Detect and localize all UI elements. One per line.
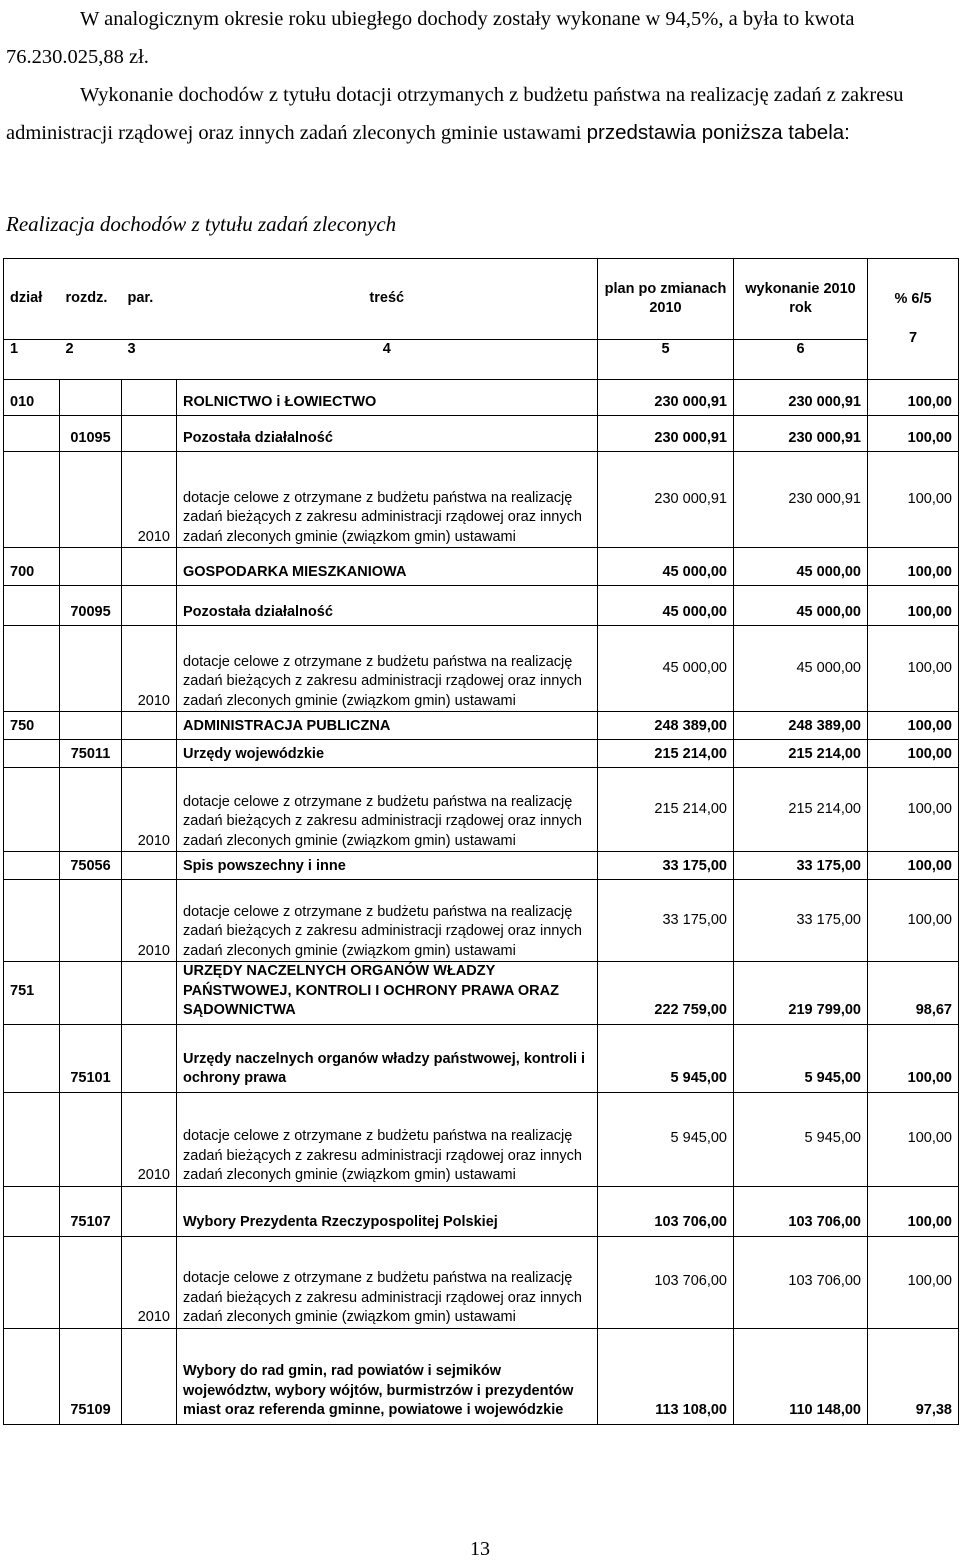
cell-dzial (4, 1236, 60, 1328)
header-pct (868, 259, 959, 380)
cell-rozdz: 70095 (60, 586, 122, 626)
cell-rozdz: 75056 (60, 852, 122, 880)
cell-pct: 100,00 (868, 712, 959, 740)
cell-rozdz (60, 452, 122, 548)
cell-rozdz (60, 380, 122, 416)
cell-tresc: Spis powszechny i inne (177, 852, 598, 880)
cell-pct: 100,00 (868, 1186, 959, 1236)
table-row (4, 1186, 959, 1236)
header-row (4, 259, 959, 340)
cell-par: 2010 (122, 880, 177, 962)
cell-wyk: 33 175,00 (734, 852, 868, 880)
header-tresc: treść (177, 259, 598, 340)
cell-dzial (4, 626, 60, 712)
cell-wyk: 230 000,91 (734, 452, 868, 548)
header-n6: 6 (734, 340, 868, 380)
cell-plan: 222 759,00 (598, 962, 734, 1025)
cell-rozdz (60, 768, 122, 852)
cell-pct: 100,00 (868, 1236, 959, 1328)
cell-wyk: 215 214,00 (734, 768, 868, 852)
cell-pct: 100,00 (868, 626, 959, 712)
cell-dzial: 750 (4, 712, 60, 740)
description-text: Wykonanie dochodów z tytułu dotacji otrzymanych z budżetu państwa na realizację zadań z zakresu administracji rządowej oraz innych zadań zleconych gminie ustawami (6, 84, 904, 144)
cell-tresc: dotacje celowe z otrzymane z budżetu państwa na realizację zadań bieżących z zakresu administracji rządowej oraz innych zadań zleconych gminie (związkom gmin) ustawami (177, 452, 598, 548)
header-n7: 7 (908, 329, 918, 346)
cell-tresc: Wybory Prezydenta Rzeczypospolitej Polskiej (177, 1186, 598, 1236)
cell-dzial (4, 1092, 60, 1186)
table-row (4, 768, 959, 852)
cell-par (122, 1024, 177, 1092)
cell-wyk: 230 000,91 (734, 416, 868, 452)
table-row (4, 880, 959, 962)
table-row (4, 452, 959, 548)
cell-dzial (4, 1328, 60, 1424)
cell-wyk: 45 000,00 (734, 548, 868, 586)
cell-pct: 100,00 (868, 380, 959, 416)
cell-dzial: 700 (4, 548, 60, 586)
table-row (4, 416, 959, 452)
table-row (4, 740, 959, 768)
cell-rozdz: 75107 (60, 1186, 122, 1236)
cell-rozdz (60, 880, 122, 962)
cell-plan: 45 000,00 (598, 586, 734, 626)
cell-plan: 33 175,00 (598, 880, 734, 962)
cell-plan: 45 000,00 (598, 626, 734, 712)
cell-pct: 100,00 (868, 1092, 959, 1186)
cell-plan: 45 000,00 (598, 548, 734, 586)
cell-plan: 5 945,00 (598, 1024, 734, 1092)
cell-plan: 215 214,00 (598, 768, 734, 852)
cell-pct: 100,00 (868, 452, 959, 548)
cell-plan: 215 214,00 (598, 740, 734, 768)
header-n3: 3 (122, 340, 177, 380)
header-dzial: dział (4, 259, 60, 340)
table-title: Realizacja dochodów z tytułu zadań zleconych (6, 212, 397, 236)
cell-tresc: GOSPODARKA MIESZKANIOWA (177, 548, 598, 586)
cell-rozdz (60, 548, 122, 586)
cell-tresc: Pozostała działalność (177, 416, 598, 452)
table-row (4, 1236, 959, 1328)
cell-tresc: Urzędy wojewódzkie (177, 740, 598, 768)
cell-par: 2010 (122, 626, 177, 712)
cell-dzial (4, 1024, 60, 1092)
cell-rozdz: 75011 (60, 740, 122, 768)
cell-par: 2010 (122, 1236, 177, 1328)
cell-wyk: 103 706,00 (734, 1186, 868, 1236)
header-plan: plan po zmianach 2010 (598, 259, 734, 340)
description-paragraph (6, 76, 954, 152)
cell-rozdz: 75109 (60, 1328, 122, 1424)
cell-plan: 230 000,91 (598, 452, 734, 548)
cell-par (122, 548, 177, 586)
table-row (4, 1328, 959, 1424)
cell-par (122, 586, 177, 626)
cell-pct: 98,67 (868, 962, 959, 1025)
header-n1: 1 (4, 340, 60, 380)
cell-par: 2010 (122, 1092, 177, 1186)
cell-wyk: 110 148,00 (734, 1328, 868, 1424)
cell-dzial (4, 416, 60, 452)
cell-pct: 100,00 (868, 880, 959, 962)
cell-par (122, 1328, 177, 1424)
cell-pct: 100,00 (868, 852, 959, 880)
cell-dzial (4, 452, 60, 548)
cell-rozdz (60, 962, 122, 1025)
cell-pct: 97,38 (868, 1328, 959, 1424)
cell-plan: 5 945,00 (598, 1092, 734, 1186)
cell-wyk: 45 000,00 (734, 626, 868, 712)
cell-dzial (4, 880, 60, 962)
cell-wyk: 219 799,00 (734, 962, 868, 1025)
cell-wyk: 230 000,91 (734, 380, 868, 416)
cell-dzial: 751 (4, 962, 60, 1025)
table-row (4, 626, 959, 712)
description-text-tail: przedstawia poniższa tabela: (586, 121, 850, 144)
cell-tresc: Pozostała działalność (177, 586, 598, 626)
cell-pct: 100,00 (868, 768, 959, 852)
cell-rozdz (60, 1092, 122, 1186)
cell-wyk: 5 945,00 (734, 1024, 868, 1092)
cell-par (122, 1186, 177, 1236)
cell-wyk: 103 706,00 (734, 1236, 868, 1328)
header-n2: 2 (60, 340, 122, 380)
cell-dzial: 010 (4, 380, 60, 416)
header-pct-text: % 6/5 (894, 290, 932, 307)
table-row (4, 548, 959, 586)
cell-pct: 100,00 (868, 548, 959, 586)
cell-tresc: ROLNICTWO i ŁOWIECTWO (177, 380, 598, 416)
cell-pct: 100,00 (868, 586, 959, 626)
income-table (3, 258, 959, 1425)
header-par: par. (122, 259, 177, 340)
cell-tresc: ADMINISTRACJA PUBLICZNA (177, 712, 598, 740)
cell-par: 2010 (122, 768, 177, 852)
cell-dzial (4, 852, 60, 880)
cell-dzial (4, 1186, 60, 1236)
column-number-row (4, 340, 959, 380)
table-row (4, 1024, 959, 1092)
cell-tresc: dotacje celowe z otrzymane z budżetu państwa na realizację zadań bieżących z zakresu administracji rządowej oraz innych zadań zleconych gminie (związkom gmin) ustawami (177, 1092, 598, 1186)
cell-rozdz (60, 1236, 122, 1328)
cell-par: 2010 (122, 452, 177, 548)
cell-pct: 100,00 (868, 1024, 959, 1092)
cell-plan: 113 108,00 (598, 1328, 734, 1424)
cell-dzial (4, 768, 60, 852)
cell-rozdz: 01095 (60, 416, 122, 452)
cell-tresc: dotacje celowe z otrzymane z budżetu państwa na realizację zadań bieżących z zakresu administracji rządowej oraz innych zadań zleconych gminie (związkom gmin) ustawami (177, 1236, 598, 1328)
cell-plan: 103 706,00 (598, 1186, 734, 1236)
cell-pct: 100,00 (868, 416, 959, 452)
header-n5: 5 (598, 340, 734, 380)
cell-plan: 248 389,00 (598, 712, 734, 740)
table-row (4, 852, 959, 880)
cell-wyk: 33 175,00 (734, 880, 868, 962)
header-rozdz: rozdz. (60, 259, 122, 340)
table-row (4, 380, 959, 416)
table-row (4, 712, 959, 740)
cell-wyk: 215 214,00 (734, 740, 868, 768)
table-row (4, 962, 959, 1025)
header-n4: 4 (177, 340, 598, 380)
cell-dzial (4, 586, 60, 626)
cell-par (122, 740, 177, 768)
cell-par (122, 712, 177, 740)
cell-tresc: URZĘDY NACZELNYCH ORGANÓW WŁADZY PAŃSTWOWEJ, KONTROLI I OCHRONY PRAWA ORAZ SĄDOWNICTWA (177, 962, 598, 1025)
cell-plan: 33 175,00 (598, 852, 734, 880)
cell-tresc: dotacje celowe z otrzymane z budżetu państwa na realizację zadań bieżących z zakresu administracji rządowej oraz innych zadań zleconych gminie (związkom gmin) ustawami (177, 626, 598, 712)
cell-par (122, 416, 177, 452)
intro-paragraph: W analogicznym okresie roku ubiegłego dochody zostały wykonane w 94,5%, a była to kwota 76.230.025,88 zł. (6, 8, 855, 68)
table-row (4, 1092, 959, 1186)
cell-wyk: 45 000,00 (734, 586, 868, 626)
cell-tresc: Wybory do rad gmin, rad powiatów i sejmików województw, wybory wójtów, burmistrzów i prezydentów miast oraz referenda gminne, powiatowe i wojewódzkie (177, 1328, 598, 1424)
cell-rozdz (60, 626, 122, 712)
cell-wyk: 5 945,00 (734, 1092, 868, 1186)
cell-rozdz: 75101 (60, 1024, 122, 1092)
cell-tresc: dotacje celowe z otrzymane z budżetu państwa na realizację zadań bieżących z zakresu administracji rządowej oraz innych zadań zleconych gminie (związkom gmin) ustawami (177, 768, 598, 852)
cell-par (122, 852, 177, 880)
header-wyk: wykonanie 2010 rok (734, 259, 868, 340)
cell-par (122, 962, 177, 1025)
cell-pct: 100,00 (868, 740, 959, 768)
cell-plan: 230 000,91 (598, 380, 734, 416)
cell-plan: 230 000,91 (598, 416, 734, 452)
table-row (4, 586, 959, 626)
cell-plan: 103 706,00 (598, 1236, 734, 1328)
cell-wyk: 248 389,00 (734, 712, 868, 740)
cell-dzial (4, 740, 60, 768)
cell-tresc: Urzędy naczelnych organów władzy państwowej, kontroli i ochrony prawa (177, 1024, 598, 1092)
page-number: 13 (470, 1538, 490, 1560)
cell-par (122, 380, 177, 416)
cell-tresc: dotacje celowe z otrzymane z budżetu państwa na realizację zadań bieżących z zakresu administracji rządowej oraz innych zadań zleconych gminie (związkom gmin) ustawami (177, 880, 598, 962)
cell-rozdz (60, 712, 122, 740)
